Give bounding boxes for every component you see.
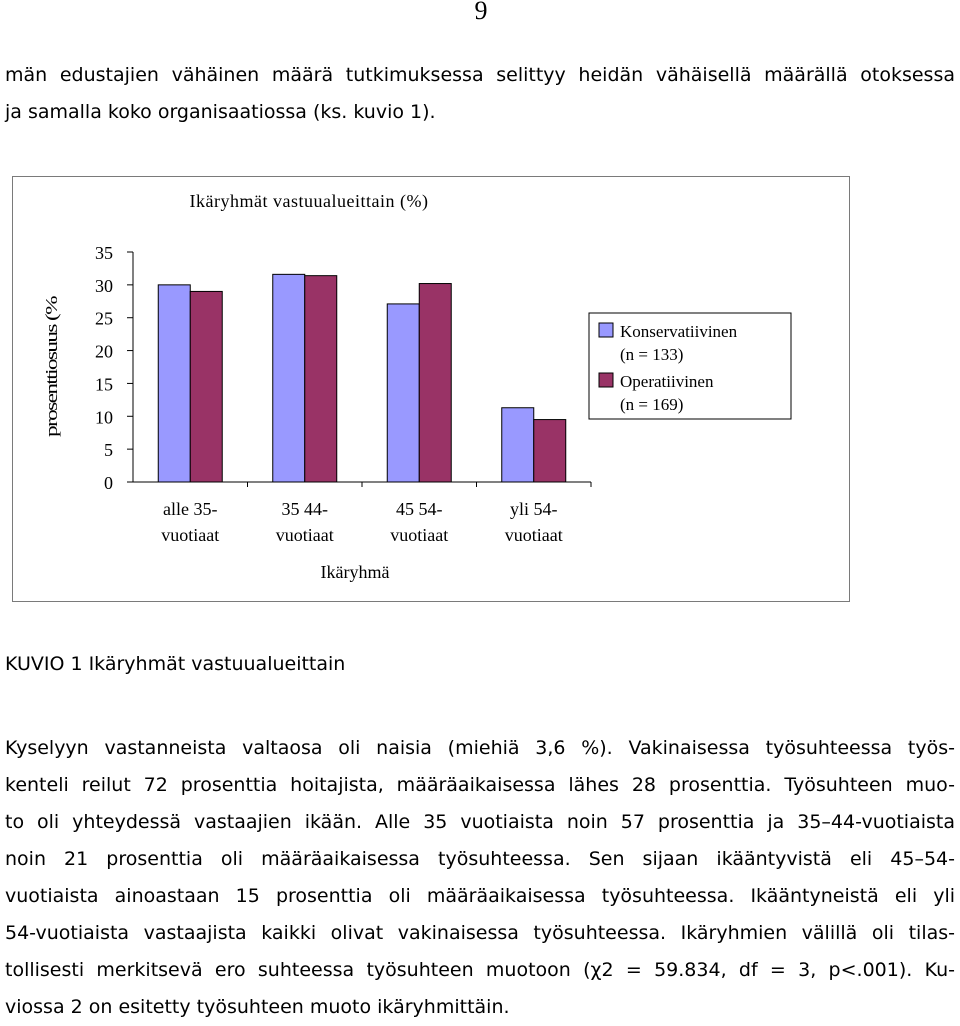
y-tick-label: 0 bbox=[104, 473, 113, 493]
text-line: noin 21 prosenttia oli määräaikaisessa työsuhteessa. Sen sijaan ikääntyvistä eli 45–54- bbox=[5, 848, 955, 870]
y-tick-label: 30 bbox=[95, 275, 113, 296]
y-tick-label: 5 bbox=[104, 440, 113, 461]
x-category-label: 35 44- bbox=[281, 499, 328, 519]
intro-paragraph bbox=[5, 57, 955, 131]
x-category-label: vuotiaat bbox=[504, 525, 563, 545]
legend-label: (n = 169) bbox=[620, 395, 684, 414]
y-axis-label: prosenttiosuus (% bbox=[42, 335, 61, 437]
bar-konservatiivinen bbox=[387, 304, 419, 482]
text-line: kenteli reilut 72 prosenttia hoitajista, määräaikaisessa lähes 28 prosenttia. Työsuhteen muo- bbox=[5, 774, 955, 796]
bar-konservatiivinen bbox=[502, 408, 534, 482]
text-line: 54-vuotiaista vastaajista kaikki olivat vakinaisessa työsuhteessa. Ikäryhmien välillä oli tilas- bbox=[5, 922, 955, 944]
bar-operatiivinen bbox=[190, 291, 222, 482]
y-tick-label: 25 bbox=[95, 308, 113, 329]
y-tick-label: 15 bbox=[95, 374, 113, 395]
page-number: 9 bbox=[474, 0, 488, 25]
bar-konservatiivinen bbox=[273, 274, 305, 482]
y-tick-label: 35 bbox=[95, 243, 113, 263]
bar-operatiivinen bbox=[419, 284, 451, 482]
x-category-label: vuotiaat bbox=[390, 525, 449, 545]
legend-swatch bbox=[599, 323, 613, 337]
text-line: Kyselyyn vastanneista valtaosa oli naisia (miehiä 3,6 %). Vakinaisessa työsuhteessa työs- bbox=[5, 737, 955, 759]
x-category-label: 45 54- bbox=[396, 499, 443, 519]
text-line: män edustajien vähäinen määrä tutkimuksessa selittyy heidän vähäisellä määrällä otoksessa bbox=[5, 64, 955, 86]
text-line: vuotiaista ainoastaan 15 prosenttia oli määräaikaisessa työsuhteessa. Ikääntyneistä eli yli bbox=[5, 885, 955, 907]
bar-operatiivinen bbox=[305, 276, 337, 482]
legend-label: Konservatiivinen bbox=[620, 322, 738, 341]
legend-label: Operatiivinen bbox=[620, 372, 714, 391]
text-line: to oli yhteydessä vastaajien ikään. Alle 35 vuotiaista noin 57 prosenttia ja 35–44-vuotiaista bbox=[5, 811, 955, 833]
body-paragraph bbox=[5, 730, 955, 1026]
text-line: viossa 2 on esitetty työsuhteen muoto ikäryhmittäin. bbox=[5, 996, 510, 1018]
chart-frame bbox=[12, 176, 850, 602]
x-category-label: vuotiaat bbox=[161, 525, 220, 545]
text-line: tollisesti merkitsevä ero suhteessa työsuhteen muotoon (χ2 = 59.834, df = 3, p<.001). Ku- bbox=[5, 959, 955, 981]
bar-konservatiivinen bbox=[158, 285, 190, 482]
y-tick-label: 20 bbox=[95, 341, 113, 362]
age-group-bar-chart bbox=[13, 177, 849, 601]
legend-swatch bbox=[599, 373, 613, 387]
chart-title: Ikäryhmät vastuualueittain (%) bbox=[189, 191, 429, 211]
legend-label: (n = 133) bbox=[620, 345, 684, 364]
y-tick-label: 10 bbox=[95, 407, 113, 428]
x-axis-label: Ikäryhmä bbox=[320, 562, 390, 582]
figure-caption: KUVIO 1 Ikäryhmät vastuualueittain bbox=[5, 653, 346, 675]
x-category-label: yli 54- bbox=[510, 499, 558, 519]
x-category-label: alle 35- bbox=[163, 499, 218, 519]
x-category-label: vuotiaat bbox=[275, 525, 334, 545]
text-line: ja samalla koko organisaatiossa (ks. kuvio 1). bbox=[5, 101, 436, 123]
bar-operatiivinen bbox=[534, 420, 566, 482]
